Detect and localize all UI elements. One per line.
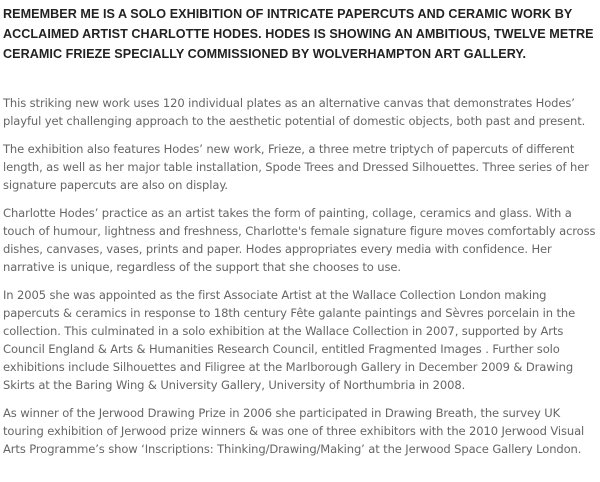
- article-paragraph-plates: This striking new work uses 120 individual plates as an alternative canvas that demonstrates Hodes’ playful yet challenging approach to the aesthetic potential of domestic objects, both past and present.: [3, 96, 586, 128]
- article-paragraph-wallace-collection: In 2005 she was appointed as the first Associate Artist at the Wallace Collection London making papercuts & ceramics in response to 18th century Fête galante paintings and Sèvres porcelain in the collection. This culminated in a solo exhibition at the Wallace Collection in 2007, supported by Arts Council England & Arts & Humanities Research Council, entitled Fragmented Images . Further solo exhibitions include Silhouettes and Filigree at the Marlborough Gallery in December 2009 & Drawing Skirts at the Baring Wing & University Gallery, University of Northumbria in 2008.: [3, 288, 576, 392]
- article-paragraph-frieze: The exhibition also features Hodes’ new work, Frieze, a three metre triptych of papercuts of different length, as well as her major table installation, Spode Trees and Dressed Silhouettes. Three series of her signature papercuts are also on display.: [3, 142, 589, 192]
- article-headline: REMEMBER ME IS A SOLO EXHIBITION OF INTRICATE PAPERCUTS AND CERAMIC WORK BY ACCLAIMED ARTIST CHARLOTTE HODES. HODES IS SHOWING AN AMBITIOUS, TWELVE METRE CERAMIC FRIEZE SPECIALLY COMMISSIONED BY WOLVERHAMPTON ART GALLERY.: [3, 7, 594, 61]
- article-paragraph-practice: Charlotte Hodes’ practice as an artist takes the form of painting, collage, ceramics and glass. With a touch of humour, lightness and freshness, Charlotte's female signature figure moves comfortably across dishes, canvases, vases, prints and paper. Hodes appropriates every media with confidence. Her narrative is unique, regardless of the support that she chooses to use.: [3, 206, 596, 274]
- exhibition-article: [3, 4, 597, 468]
- article-paragraph-jerwood: As winner of the Jerwood Drawing Prize in 2006 she participated in Drawing Breath, the survey UK touring exhibition of Jerwood prize winners & was one of three exhibitors with the 2010 Jerwood Visual Arts Programme’s show ‘Inscriptions: Thinking/Drawing/Making’ at the Jerwood Space Gallery London.: [3, 406, 585, 456]
